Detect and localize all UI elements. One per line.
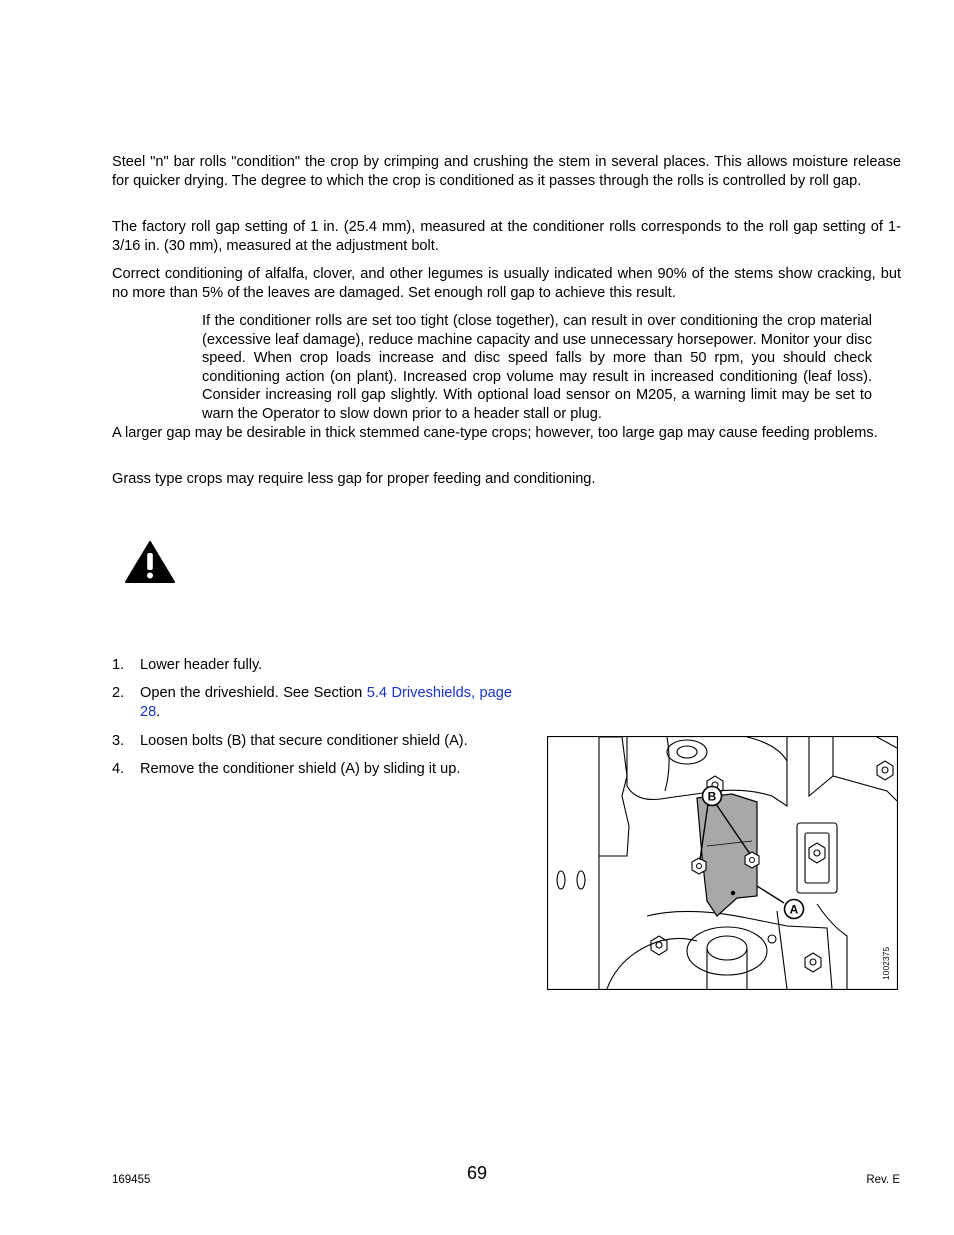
step-text-prefix: Open the driveshield. See Section	[140, 685, 367, 701]
step-text: Remove the conditioner shield (A) by sliding it up.	[140, 761, 461, 777]
footer-page-number: 69	[466, 1163, 488, 1183]
step-text-suffix: .	[156, 703, 161, 720]
callout-b-label: B	[707, 789, 717, 804]
conditioner-shield-illustration	[547, 736, 898, 990]
paragraph-larger-gap: A larger gap may be desirable in thick stemmed cane-type crops; however, too large gap may cause feeding problems.	[112, 425, 878, 441]
driveshields-section-link[interactable]: 5.4 Driveshields, page 28	[140, 685, 512, 720]
warning-triangle-icon	[124, 540, 176, 584]
step-number: 4.	[112, 761, 125, 777]
step-text: Lower header fully.	[140, 657, 263, 673]
figure-id-label: 1002375	[881, 946, 891, 980]
step-number: 2.	[112, 685, 125, 701]
callout-a-label: A	[789, 902, 799, 917]
paragraph-factory-roll-gap: The factory roll gap setting of 1 in. (25.4 mm), measured at the conditioner rolls corresponds to the roll gap setting of 1-3/16 in. (30 mm), measured at the adjustment bolt.	[112, 219, 901, 254]
footer-doc-number: 169455	[112, 1174, 151, 1186]
step-number: 3.	[112, 733, 125, 749]
step-text: Loosen bolts (B) that secure conditioner shield (A).	[140, 733, 468, 749]
note-tight-rolls: If the conditioner rolls are set too tight (close together), can result in over conditioning the crop material (excessive leaf damage), reduce machine capacity and use unnecessary horsepower. Monitor your disc speed. When crop loads increase and disc speed falls by more than 50 rpm, you should check conditioning action (on plant). Increased crop volume may result in increased conditioning (leaf loss). Consider increasing roll gap slightly. With optional load sensor on M205, a warning limit may be set to warn the Operator to slow down prior to a header stall or plug.	[202, 313, 872, 422]
step-text	[140, 684, 512, 721]
paragraph-roll-conditioning: Steel "n" bar rolls "condition" the crop by crimping and crushing the stem in several places. This allows moisture release for quicker drying. The degree to which the crop is conditioned as it passes through the rolls is controlled by roll gap.	[112, 154, 901, 189]
footer-revision: Rev. E	[866, 1174, 900, 1186]
step-number: 1.	[112, 657, 125, 673]
paragraph-grass-crops: Grass type crops may require less gap for proper feeding and conditioning.	[112, 471, 596, 487]
paragraph-correct-conditioning: Correct conditioning of alfalfa, clover, and other legumes is usually indicated when 90% of the stems show cracking, but no more than 5% of the leaves are damaged. Set enough roll gap to achieve this result.	[112, 266, 901, 301]
